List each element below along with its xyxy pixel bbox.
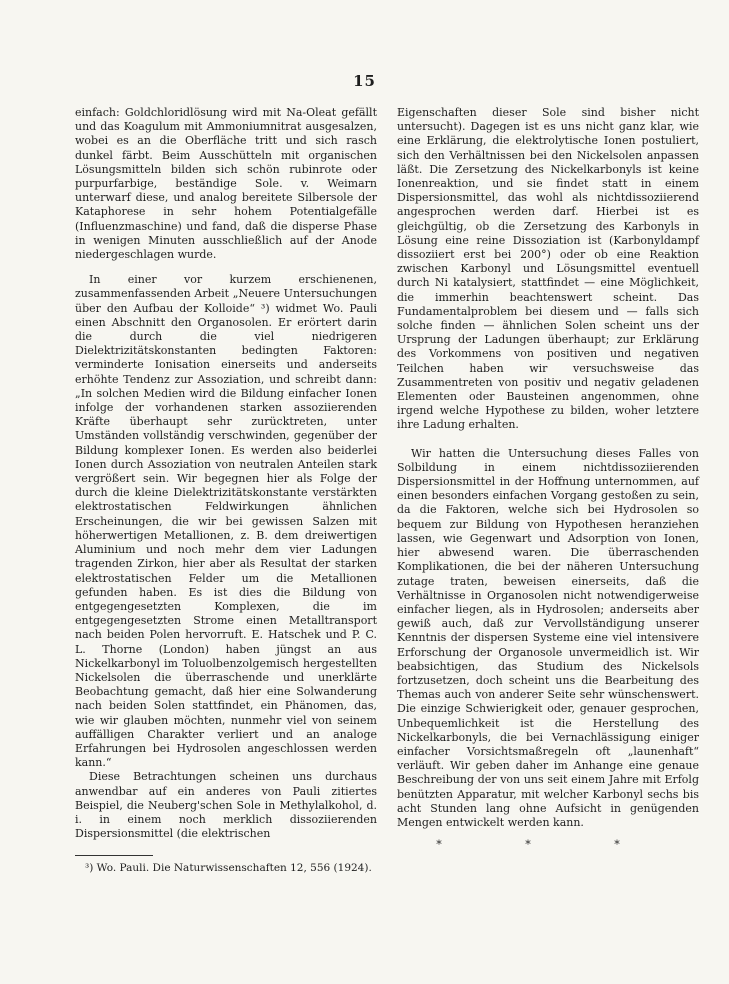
paragraph: In einer vor kurzem erschienenen, zusammenfassenden Arbeit „Neuere Untersuchungen über den Aufbau der Kolloide“ ³) widmet Wo. Pauli einen Abschnitt den Organosolen. Er erörtert darin die durch die viel niedrigeren Dielektrizitätskonstanten bedingten Faktoren: verminderte Ionisation einerseits und anderseits erhöhte Tendenz zur Assoziation, und schreibt dann: „In solchen Medien wird die Bildung einfacher Ionen infolge der vorhandenen starken assoziierenden Kräfte überhaupt sehr zurücktreten, unter Umständen vollständig verschwinden, gegenüber der Bildung komplexer Ionen. Es werden also beiderlei Ionen durch Assoziation von neutralen Anteilen stark vergrößert sein. Wir begegnen hier als Folge der durch die kleine Dielektrizitätskonstante verstärkten elektrostatischen Feldwirkungen ähnlichen Erscheinungen, die wir bei gewissen Salzen mit höherwertigen Metallionen, z. B. dem dreiwertigen Aluminium und noch mehr dem vier Ladungen tragenden Zirkon, hier aber als Resultat der starken elektrostatischen Felder um die Metallionen gefunden haben. Es ist dies die Bildung von entgegengesetzten Komplexen, die im entgegengesetzten Strome einen Metalltransport nach beiden Polen hervorruft. E. Hatschek und P. C. L. Thorne (London) haben jüngst an aus Nickelkarbonyl im Toluolbenzolgemisch hergestellten Nickelsolen die überraschende und unerklärte Beobachtung gemacht, daß hier eine Solwanderung nach beiden Solen stattfindet, ein Phänomen, das, wie wir glauben möchten, nunmehr viel von seinem auffälligen Charakter verliert und an analoge Erfahrungen bei Hydrosolen angeschlossen werden kann.“	[75, 273, 377, 770]
paragraph: einfach: Goldchloridlösung wird mit Na-Oleat gefällt und das Koagulum mit Ammoniumnitrat ausgesalzen, wobei es an die Oberfläche tritt und sich rasch dunkel färbt. Beim Ausschütteln mit organischen Lösungsmitteln bilden sich schön rubinrote oder purpurfarbige, beständige Sole. v. Weimarn unterwarf diese, und analog bereitete Silbersole der Kataphorese in sehr hohem Potentialgefälle (Influenzmaschine) und fand, daß die disperse Phase in wenigen Minuten ausschließlich auf der Anode niedergeschlagen wurde.	[75, 106, 377, 262]
page-number: 15	[353, 72, 376, 90]
paragraph: Wir hatten die Untersuchung dieses Falles von Solbildung in einem nichtdissoziierenden Dispersionsmittel in der Hoffnung unternommen, auf einen besonders einfachen Vorgang gestoßen zu sein, da die Faktoren, welche sich bei Hydrosolen so bequem zur Bildung von Hypothesen heranziehen lassen, wie Gegenwart und Adsorption von Ionen, hier abwesend waren. Die überraschenden Komplikationen, die bei der näheren Untersuchung zutage traten, beweisen einerseits, daß die Verhältnisse in Organosolen nicht notwendigerweise einfacher liegen, als in Hydrosolen; anderseits aber gewiß auch, daß zur Vervollständigung unserer Kenntnis der dispersen Systeme eine viel intensivere Erforschung der Organosole unvermeidlich ist. Wir beabsichtigen, das Studium des Nickelsols fortzusetzen, doch scheint uns die Bearbeitung des Themas auch von anderer Seite sehr wünschenswert. Die einzige Schwierigkeit oder, genauer gesprochen, Unbequemlichkeit ist die Herstellung des Nickelkarbonyls, die bei Vernachlässigung einiger einfacher Vorsichtsmaßregeln oft „launenhaft“ verläuft. Wir geben daher im Anhange eine genaue Beschreibung der von uns seit einem Jahre mit Erfolg benützten Apparatur, mit welcher Karbonyl sechs bis acht Stunden lang ohne Aufsicht in genügenden Mengen entwickelt werden kann.	[397, 446, 699, 829]
footnote: ³) Wo. Pauli. Die Naturwissenschaften 12, 556 (1924).	[85, 862, 372, 875]
paragraph: Eigenschaften dieser Sole sind bisher nicht untersucht). Dagegen ist es uns nicht ganz klar, wie eine Erklärung, die elektrolytische Ionen postuliert, sich den Verhältnissen bei den Nickelsolen anpassen läßt. Die Zersetzung des Nickelkarbonyls ist keine Ionenreaktion, und sie findet statt in einem Dispersionsmittel, das wohl als nichtdissoziierend angesprochen werden darf. Hierbei ist es gleichgültig, ob die Zersetzung des Karbonyls in Lösung eine reine Dissoziation ist (Karbonyldampf dissoziiert erst bei 200°) oder ob eine Reaktion zwischen Karbonyl und Lösungsmittel eventuell durch Ni katalysiert, stattfindet — eine Möglichkeit, die immerhin beachtenswert scheint. Das Fundamentalproblem bei diesem und — falls sich solche finden — ähnlichen Solen scheint uns der Ursprung der Ladungen überhaupt; zur Erklärung des Vorkommens von positiven und negativen Teilchen haben wir versuchsweise das Zusammentreten von positiv und negativ geladenen Elementen oder Bausteinen angenommen, ohne irgend welche Hypothese zu bilden, woher letztere ihre Ladung erhalten.	[397, 106, 699, 432]
paragraph: Diese Betrachtungen scheinen uns durchaus anwendbar auf ein anderes von Pauli zitiertes Beispiel, die Neuberg'schen Sole in Methylalkohol, d. i. in einem noch merklich dissoziierenden Dispersionsmittel (die elektrischen	[75, 770, 377, 841]
left-column	[75, 106, 377, 875]
footnote-rule	[75, 855, 153, 856]
right-column	[397, 106, 699, 852]
section-stars: * * *	[436, 838, 660, 852]
